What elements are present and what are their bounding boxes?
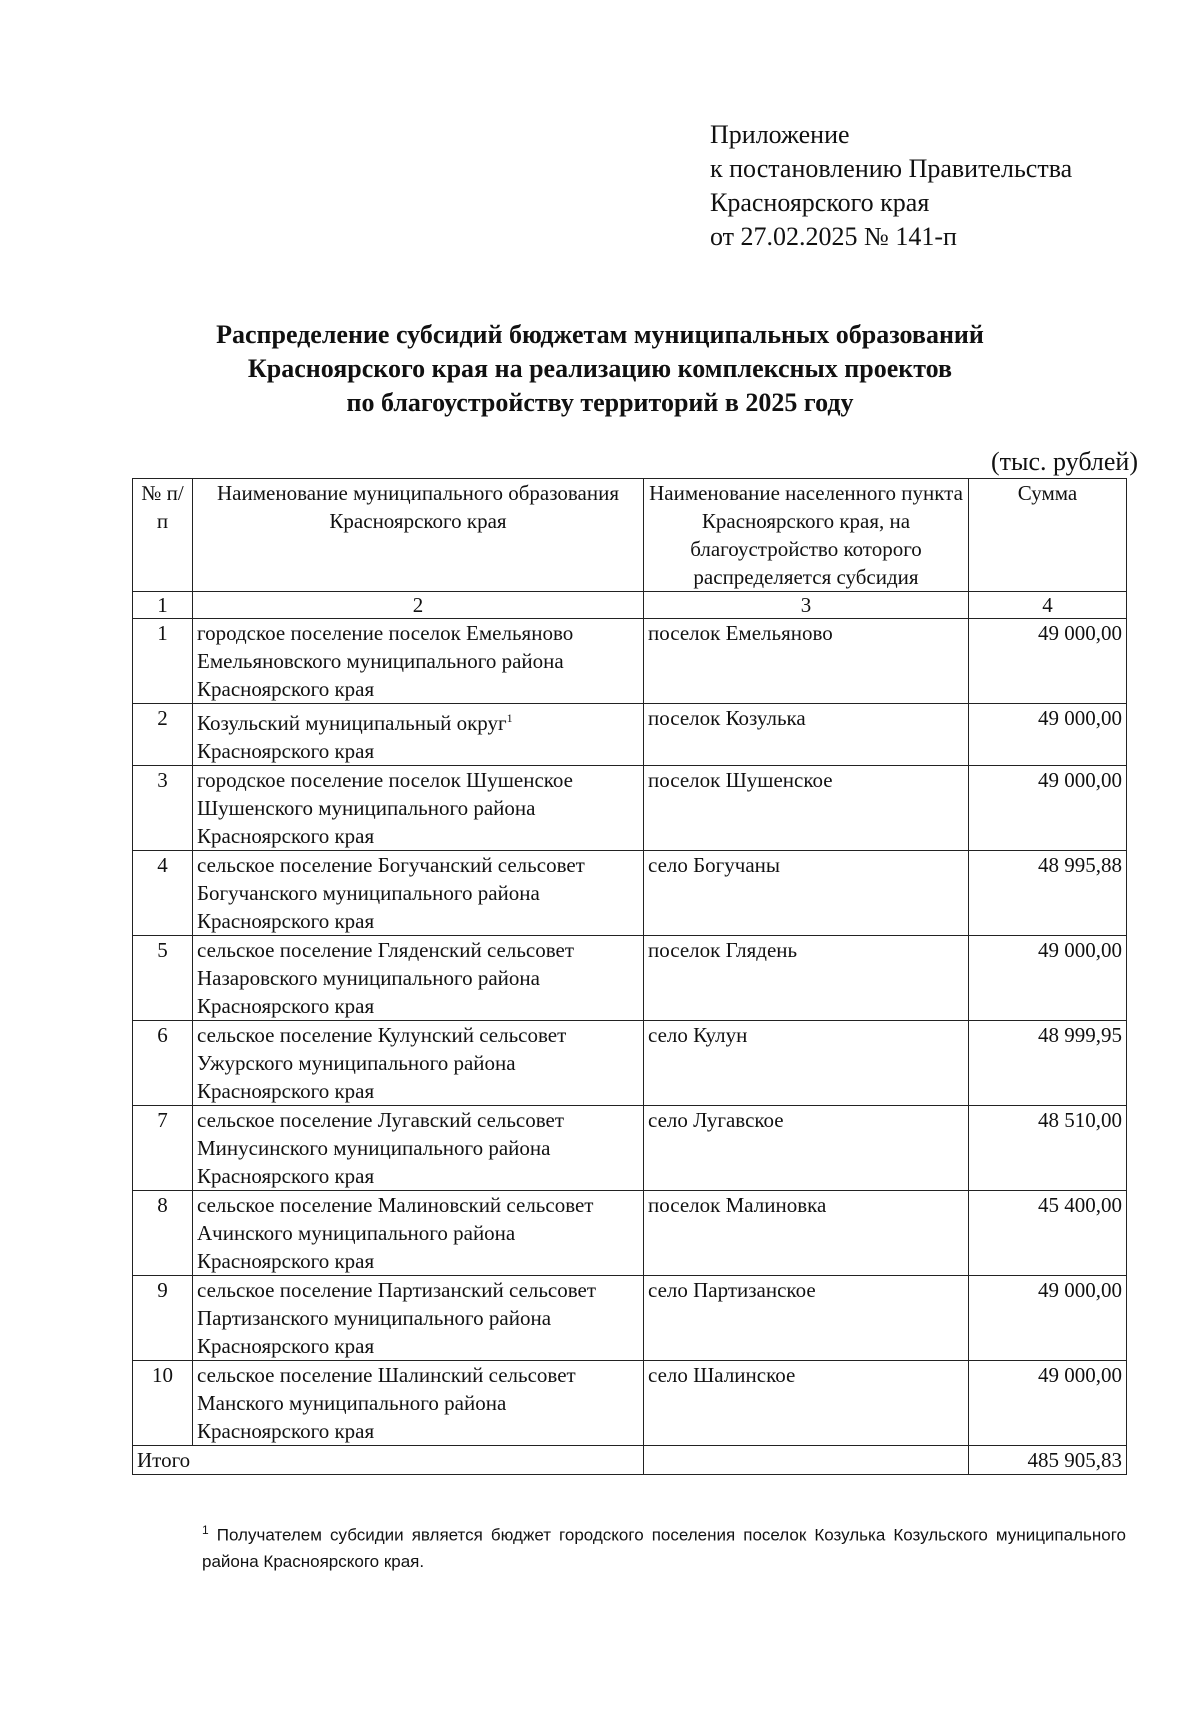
header-sum: Сумма (969, 479, 1127, 592)
row-sum: 48 995,88 (969, 851, 1127, 936)
row-municipality: сельское поселение Малиновский сельсовет Ачинского муниципального района Красноярского края (193, 1191, 644, 1276)
row-municipality: сельское поселение Шалинский сельсовет Манского муниципального района Красноярского края (193, 1361, 644, 1446)
row-sum: 49 000,00 (969, 704, 1127, 766)
table-row (133, 1021, 1127, 1106)
row-settlement: поселок Малиновка (644, 1191, 969, 1276)
row-sum: 49 000,00 (969, 619, 1127, 704)
column-index: 4 (969, 592, 1127, 619)
appendix-line: Красноярского края (710, 188, 930, 217)
header-settlement: Наименование населенного пункта Красноярского края, на благоустройство которого распределяется субсидия (644, 479, 969, 592)
total-sum: 485 905,83 (969, 1446, 1127, 1475)
row-num: 10 (133, 1361, 193, 1446)
row-settlement: поселок Козулька (644, 704, 969, 766)
footnote-ref: 1 (506, 711, 513, 725)
column-index-row (133, 592, 1127, 619)
row-num: 6 (133, 1021, 193, 1106)
total-row (133, 1446, 1127, 1475)
row-num: 8 (133, 1191, 193, 1276)
total-label: Итого (133, 1446, 644, 1475)
row-municipality: сельское поселение Богучанский сельсовет Богучанского муниципального района Красноярского края (193, 851, 644, 936)
row-settlement: село Кулун (644, 1021, 969, 1106)
row-municipality: сельское поселение Лугавский сельсовет Минусинского муниципального района Красноярского края (193, 1106, 644, 1191)
appendix-line: от 27.02.2025 № 141-п (710, 222, 957, 251)
units-label: (тыс. рублей) (990, 447, 1138, 476)
row-sum: 49 000,00 (969, 1361, 1127, 1446)
table-header-row (133, 479, 1127, 592)
footnote-mark: 1 (202, 1523, 209, 1537)
appendix-line: Приложение (710, 120, 850, 149)
table-row (133, 1106, 1127, 1191)
row-settlement: село Шалинское (644, 1361, 969, 1446)
row-settlement: село Богучаны (644, 851, 969, 936)
row-num: 2 (133, 704, 193, 766)
table-row (133, 766, 1127, 851)
header-municipality: Наименование муниципального образования Красноярского края (193, 479, 644, 592)
row-num: 7 (133, 1106, 193, 1191)
table-row (133, 936, 1127, 1021)
table-row (133, 1276, 1127, 1361)
appendix-block (710, 118, 1072, 254)
row-municipality: сельское поселение Партизанский сельсовет Партизанского муниципального района Красноярского края (193, 1276, 644, 1361)
title-line: Распределение субсидий бюджетам муниципальных образований (216, 320, 984, 349)
row-municipality: городское поселение поселок Шушенское Шушенского муниципального района Красноярского края (193, 766, 644, 851)
column-index: 1 (133, 592, 193, 619)
table-row (133, 1361, 1127, 1446)
total-empty-cell (644, 1446, 969, 1475)
column-index: 3 (644, 592, 969, 619)
footnote-text: Получателем субсидии является бюджет городского поселения поселок Козулька Козульского муниципального района Красноярского края. (202, 1525, 1126, 1571)
row-settlement: село Лугавское (644, 1106, 969, 1191)
row-settlement: село Партизанское (644, 1276, 969, 1361)
row-num: 4 (133, 851, 193, 936)
footnote (132, 1517, 1126, 1575)
table-row (133, 851, 1127, 936)
row-settlement: поселок Шушенское (644, 766, 969, 851)
row-num: 9 (133, 1276, 193, 1361)
row-sum: 49 000,00 (969, 1276, 1127, 1361)
municipality-tail: Красноярского края (197, 739, 375, 763)
row-num: 3 (133, 766, 193, 851)
row-sum: 49 000,00 (969, 936, 1127, 1021)
header-num: № п/п (133, 479, 193, 592)
appendix-line: к постановлению Правительства (710, 154, 1073, 183)
document-title (0, 318, 1200, 420)
row-municipality: сельское поселение Гляденский сельсовет Назаровского муниципального района Красноярского края (193, 936, 644, 1021)
title-line: по благоустройству территорий в 2025 году (346, 388, 854, 417)
column-index: 2 (193, 592, 644, 619)
row-settlement: поселок Глядень (644, 936, 969, 1021)
row-municipality (193, 704, 644, 766)
row-num: 1 (133, 619, 193, 704)
row-sum: 48 510,00 (969, 1106, 1127, 1191)
row-municipality: сельское поселение Кулунский сельсовет Ужурского муниципального района Красноярского края (193, 1021, 644, 1106)
row-sum: 48 999,95 (969, 1021, 1127, 1106)
title-line: Красноярского края на реализацию комплексных проектов (247, 354, 953, 383)
subsidy-table (132, 478, 1127, 1475)
row-sum: 49 000,00 (969, 766, 1127, 851)
table-row (133, 619, 1127, 704)
row-municipality: городское поселение поселок Емельяново Емельяновского муниципального района Красноярского края (193, 619, 644, 704)
row-settlement: поселок Емельяново (644, 619, 969, 704)
table-row (133, 1191, 1127, 1276)
row-sum: 45 400,00 (969, 1191, 1127, 1276)
table-row (133, 704, 1127, 766)
municipality-text: Козульский муниципальный округ (197, 711, 507, 735)
row-num: 5 (133, 936, 193, 1021)
